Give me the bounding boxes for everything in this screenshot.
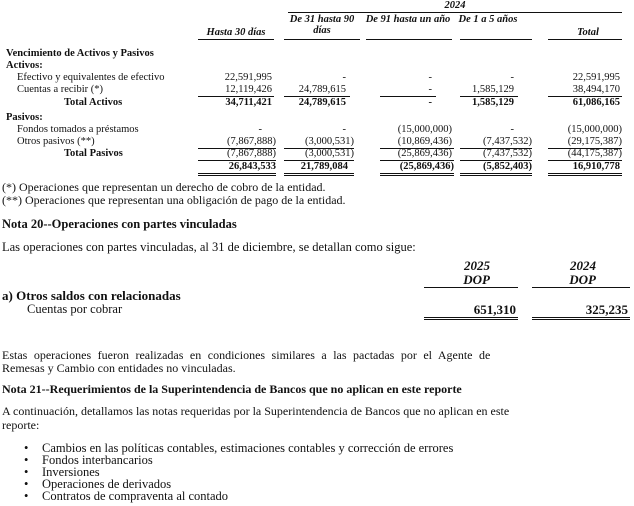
note20-year-1: 2025 (464, 258, 490, 273)
note20-intro: Las operaciones con partes vinculadas, al 31 de diciembre, se detallan como sigue: (2, 240, 416, 254)
double-rule (460, 173, 532, 174)
row-label: Efectivo y equivalentes de efectivo (17, 72, 165, 83)
cell: - (258, 124, 262, 135)
cell: (7,867,888) (227, 148, 276, 159)
cell: (44,175,387) (567, 148, 622, 159)
list-item: • Cambios en las políticas contables, estimaciones contables y corrección de errores (22, 442, 453, 454)
list-item: • Operaciones de derivados (22, 478, 453, 490)
row-label: Fondos tomados a préstamos (17, 124, 139, 135)
cell: 1,585,129 (472, 97, 514, 108)
cell: - (510, 72, 514, 83)
list-item: • Fondos interbancarios (22, 454, 453, 466)
footnote-1: (*) Operaciones que representan un derecho de cobro de la entidad. (2, 180, 326, 194)
note21-title: Nota 21--Requerimientos de la Superintendencia de Bancos que no aplican en este reporte (2, 382, 462, 396)
header-rule-4 (460, 39, 532, 40)
cell: (10,869,436) (397, 136, 452, 147)
total-activos-label: Total Activos (64, 97, 123, 108)
list-item: • Contratos de compraventa al contado (22, 490, 453, 502)
note20-value-1: 651,310 (473, 302, 516, 317)
cell: (7,867,888) (227, 136, 276, 147)
note21-intro-2: reporte: (2, 418, 40, 432)
cell: - (428, 84, 432, 95)
note20-section: a) Otros saldos con relacionadas (2, 288, 181, 303)
double-rule (284, 173, 354, 174)
cell: - (510, 124, 514, 135)
double-rule (548, 173, 622, 174)
cell: - (428, 72, 432, 83)
footnote-2: (**) Operaciones que representan una obligación de pago de la entidad. (2, 193, 346, 207)
note20-double-rule (532, 317, 630, 318)
cell: (7,437,532) (483, 148, 532, 159)
note20-closing-1: Estas operaciones fueron realizadas en condiciones similares a las pactadas por el Agente de (2, 348, 491, 362)
note21-intro-1: A continuación, detallamos las notas requeridas por la Superintendencia de Bancos que no aplican en este (2, 404, 510, 418)
cell: - (342, 124, 346, 135)
double-rule (198, 173, 276, 174)
note20-header-rule (532, 287, 630, 288)
header-rule-3 (366, 39, 452, 40)
cell: (15,000,000) (567, 124, 622, 135)
list-item: • Inversiones (22, 466, 453, 478)
double-rule (380, 175, 454, 176)
cell: 61,086,165 (572, 97, 620, 108)
cell: 24,789,615 (298, 97, 346, 108)
note20-header-rule (424, 287, 518, 288)
cell: (3,000,531) (305, 136, 354, 147)
activos-title: Activos: (6, 60, 43, 71)
note21-list (22, 442, 453, 502)
cell: 22,591,995 (224, 72, 272, 83)
cell: 24,789,615 (298, 84, 346, 95)
cell: 12,119,426 (225, 84, 272, 95)
double-rule (284, 175, 354, 176)
net-cell: 16,910,778 (572, 161, 620, 172)
note20-double-rule (424, 319, 518, 320)
cell: 22,591,995 (572, 72, 620, 83)
note20-double-rule (532, 319, 630, 320)
net-cell: (25,869,436) (399, 161, 454, 172)
net-cell: 21,789,084 (300, 161, 348, 172)
cell: (25,869,436) (397, 148, 452, 159)
col-header-1: Hasta 30 días (206, 27, 266, 38)
note20-title: Nota 20--Operaciones con partes vinculadas (2, 217, 237, 231)
col-header-2: De 31 hasta 90 días (289, 14, 355, 36)
note20-double-rule (424, 317, 518, 318)
double-rule (198, 175, 276, 176)
note20-row-label: Cuentas por cobrar (27, 302, 123, 316)
note20-currency-1: DOP (463, 272, 490, 287)
note20-value-2: 325,235 (585, 302, 628, 317)
header-rule-1 (198, 39, 274, 40)
header-rule-5 (548, 39, 622, 40)
cell: - (342, 72, 346, 83)
cell: (29,175,387) (567, 136, 622, 147)
double-rule (380, 173, 454, 174)
col-header-3: De 91 hasta un año (365, 14, 451, 25)
row-label: Otros pasivos (**) (17, 136, 95, 147)
net-cell: 26,843,533 (228, 161, 276, 172)
section-title: Vencimiento de Activos y Pasivos (6, 48, 154, 59)
col-header-5: Total (577, 27, 599, 38)
cell: (3,000,531) (305, 148, 354, 159)
double-rule (460, 175, 532, 176)
note20-currency-2: DOP (569, 272, 596, 287)
cell: 38,494,170 (572, 84, 620, 95)
header-rule-2 (284, 39, 360, 40)
net-cell: (5,852,403) (483, 161, 532, 172)
total-pasivos-label: Total Pasivos (64, 148, 123, 159)
double-rule (548, 175, 622, 176)
cell: - (428, 97, 432, 108)
note20-closing-2: Remesas y Cambio con entidades no vinculadas. (2, 361, 236, 375)
col-header-4: De 1 a 5 años (458, 14, 518, 25)
cell: 34,711,421 (225, 97, 272, 108)
pasivos-title: Pasivos: (6, 112, 43, 123)
cell: (15,000,000) (397, 124, 452, 135)
table-year-header: 2024 (444, 0, 466, 11)
cell: (7,437,532) (483, 136, 532, 147)
note20-year-2: 2024 (570, 258, 596, 273)
row-label: Cuentas a recibir (*) (17, 84, 104, 95)
year-header-rule (288, 12, 622, 13)
cell: 1,585,129 (472, 84, 514, 95)
